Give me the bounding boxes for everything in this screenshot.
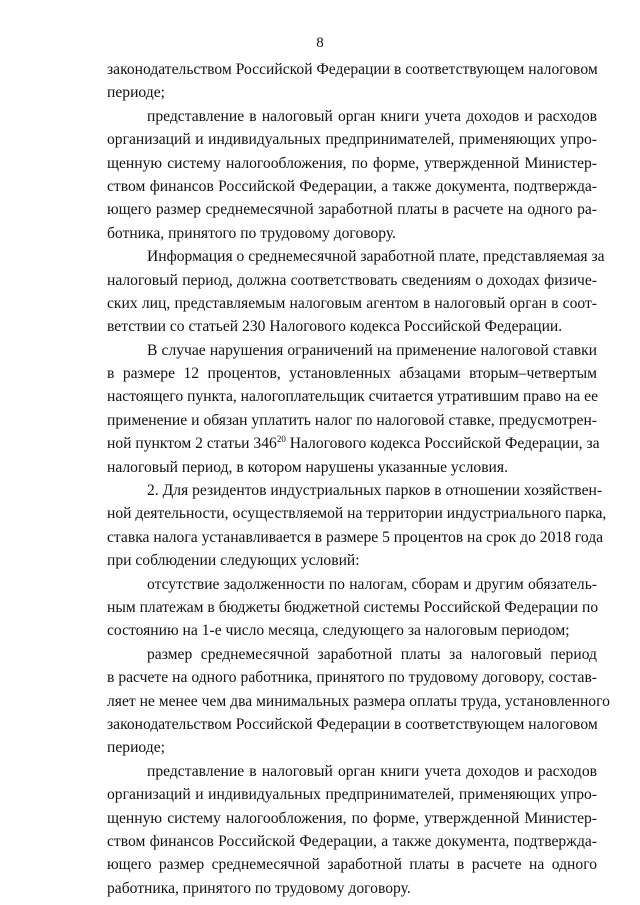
page-number: 8 — [316, 35, 324, 51]
text-line: организаций и индивидуальных предпринимателей, применяющих упро- — [107, 786, 597, 804]
text-line: отсутствие задолженности по налогам, сборам и другим обязатель- — [147, 575, 597, 593]
text-line: ляет не менее чем два минимальных размера оплаты труда, установленного — [107, 692, 610, 710]
paragraph — [107, 58, 597, 105]
text-line: периоде; — [107, 84, 165, 102]
text-segment: Налогового кодекса Российской Федерации, за — [285, 435, 600, 453]
text-line: ством финансов Российской Федерации, а также документа, подтвержда- — [107, 832, 597, 850]
text-line: организаций и индивидуальных предпринимателей, применяющих упро- — [107, 131, 597, 149]
text-line: 2. Для резидентов индустриальных парков в отношении хозяйствен- — [147, 482, 603, 500]
text-line: налоговый период, должна соответствовать сведениям о доходах физиче- — [107, 271, 597, 289]
text-line: в размере 12 процентов, установленных абзацами вторым–четвертым — [107, 365, 597, 383]
text-segment: ной пунктом 2 статьи 346 — [107, 435, 277, 453]
text-line — [107, 432, 600, 455]
paragraph — [107, 760, 597, 900]
superscript: 20 — [276, 434, 286, 445]
text-line: ющего размер среднемесячной заработной платы в расчете на одного ра- — [107, 201, 597, 219]
text-line: представление в налоговый орган книги учета доходов и расходов — [147, 107, 597, 125]
text-line: периоде; — [107, 739, 165, 757]
text-line: применение и обязан уплатить налог по налоговой ставке, предусмотрен- — [107, 411, 597, 429]
text-line: ветствии со статьей 230 Налогового кодекса Российской Федерации. — [107, 318, 563, 336]
text-line: настоящего пункта, налогоплательщик считается утратившим право на ее — [107, 388, 598, 406]
text-line: ботника, принятого по трудовому договору. — [107, 224, 397, 242]
paragraph — [107, 245, 605, 339]
text-line: ной деятельности, осуществляемой на территории индустриального парка, — [107, 505, 607, 523]
paragraph — [107, 573, 597, 643]
text-line: при соблюдении следующих условий: — [107, 552, 360, 570]
text-line: ющего размер среднемесячной заработной платы в расчете на одного — [107, 856, 597, 874]
text-line: ских лиц, представляемым налоговым агентом в налоговый орган в соот- — [107, 294, 597, 312]
text-line: законодательством Российской Федерации в соответствующем налоговом — [107, 61, 598, 78]
text-line: щенную систему налогообложения, по форме, утвержденной Министер- — [107, 809, 597, 827]
paragraph — [107, 339, 600, 479]
text-line: ством финансов Российской Федерации, а также документа, подтвержда- — [107, 177, 597, 195]
text-line: В случае нарушения ограничений на применение налоговой ставки — [147, 341, 597, 359]
text-line: работника, принятого по трудовому договору. — [107, 879, 411, 897]
document-body — [107, 58, 610, 900]
paragraph — [107, 479, 607, 573]
text-line: щенную систему налогообложения, по форме, утвержденной Министер- — [107, 154, 597, 172]
text-line: Информация о среднемесячной заработной плате, представляемая за — [147, 248, 605, 266]
text-line: представление в налоговый орган книги учета доходов и расходов — [147, 762, 597, 780]
text-line: в расчете на одного работника, принятого по трудовому договору, состав- — [107, 669, 597, 687]
text-line: размер среднемесячной заработной платы за налоговый период — [147, 645, 597, 663]
text-line: ставка налога устанавливается в размере 5 процентов на срок до 2018 года — [107, 528, 604, 546]
paragraph — [107, 643, 610, 760]
text-line: состоянию на 1-е число месяца, следующего за налоговым периодом; — [107, 622, 570, 640]
text-line: законодательством Российской Федерации в соответствующем налоговом — [107, 715, 598, 733]
text-line: налоговый период, в котором нарушены указанные условия. — [107, 458, 508, 476]
paragraph — [107, 105, 597, 245]
text-line: ным платежам в бюджеты бюджетной системы Российской Федерации по — [107, 598, 599, 616]
